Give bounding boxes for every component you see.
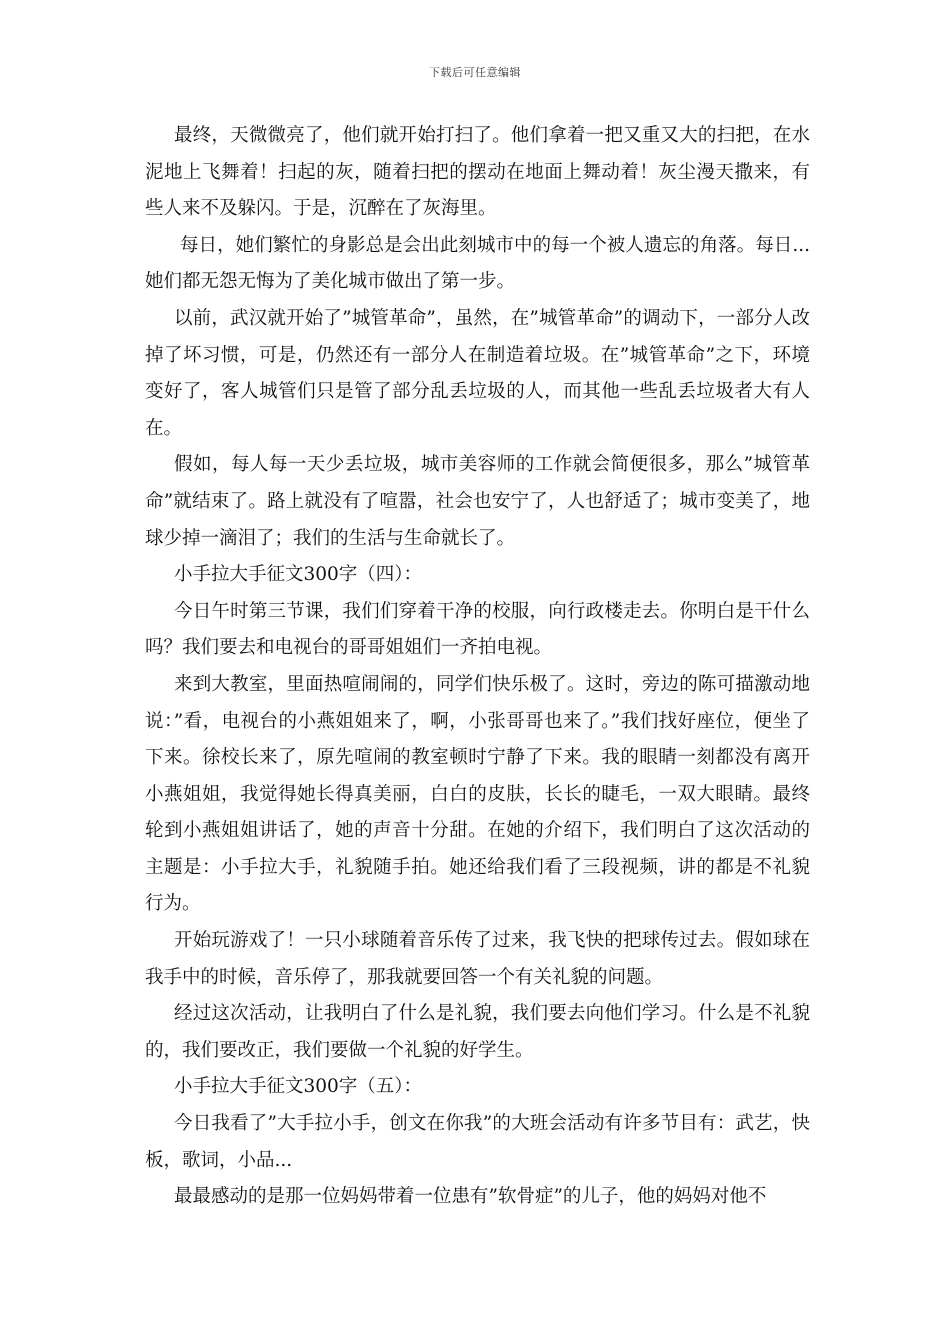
paragraph: 最终，天微微亮了，他们就开始打扫了。他们拿着一把又重又大的扫把，在水泥地上飞舞着！扫起的灰，随着扫把的摆动在地面上舞动着！灰尘漫天撒来，有些人来不及躲闪。于是，沉醉在了灰海里。 bbox=[145, 125, 810, 220]
paragraph: 今日午时第三节课，我们们穿着干净的校服，向行政楼走去。你明白是干什么吗？我们要去和电视台的哥哥姐姐们一齐拍电视。 bbox=[145, 600, 810, 659]
paragraph: 以前，武汉就开始了”城管革命”，虽然，在”城管革命”的调动下，一部分人改掉了坏习惯，可是，仍然还有一部分人在制造着垃圾。在”城管革命”之下，环境变好了，客人城管们只是管了部分乱丢垃圾的人，而其他一些乱丢垃圾者大有人在。 bbox=[145, 307, 810, 439]
page-header: 下载后可任意编辑 bbox=[429, 66, 521, 79]
paragraph: 经过这次活动，让我明白了什么是礼貌，我们要去向他们学习。什么是不礼貌的，我们要改正，我们要做一个礼貌的好学生。 bbox=[145, 1003, 810, 1061]
paragraph: 开始玩游戏了！一只小球随着音乐传了过来，我飞快的把球传过去。假如球在我手中的时候，音乐停了，那我就要回答一个有关礼貌的问题。 bbox=[145, 930, 810, 988]
paragraph: 每日，她们繁忙的身影总是会出此刻城市中的每一个被人遗忘的角落。每日...她们都无怨无悔为了美化城市做出了第一步。 bbox=[145, 234, 810, 293]
paragraph: 来到大教室，里面热喧闹闹的，同学们快乐极了。这时，旁边的陈可描激动地说：”看，电视台的小燕姐姐来了，啊，小张哥哥也来了。”我们找好座位，便坐了下来。徐校长来了，原先喧闹的教室顿时宁静了下来。我的眼睛一刻都没有离开小燕姐姐，我觉得她长得真美丽，白白的皮肤，长长的睫毛，一双大眼睛。最终轮到小燕姐姐讲话了，她的声音十分甜。在她的介绍下，我们明白了这次活动的主题是：小手拉大手，礼貌随手拍。她还给我们看了三段视频，讲的都是不礼貌行为。 bbox=[145, 673, 810, 915]
section-heading: 小手拉大手征文300字（四）： bbox=[174, 564, 423, 586]
paragraph: 今日我看了”大手拉小手，创文在你我”的大班会活动有许多节目有：武艺，快板，歌词，小品... bbox=[145, 1113, 810, 1171]
document-body bbox=[145, 118, 810, 1216]
paragraph: 最最感动的是那一位妈妈带着一位患有”软骨症”的儿子，他的妈妈对他不 bbox=[174, 1186, 767, 1208]
section-heading: 小手拉大手征文300字（五）： bbox=[174, 1076, 423, 1098]
paragraph: 假如，每人每一天少丢垃圾，城市美容师的工作就会简便很多，那么”城管革命”就结束了。路上就没有了喧嚣，社会也安宁了，人也舒适了；城市变美了，地球少掉一滴泪了；我们的生活与生命就长了。 bbox=[145, 454, 810, 549]
